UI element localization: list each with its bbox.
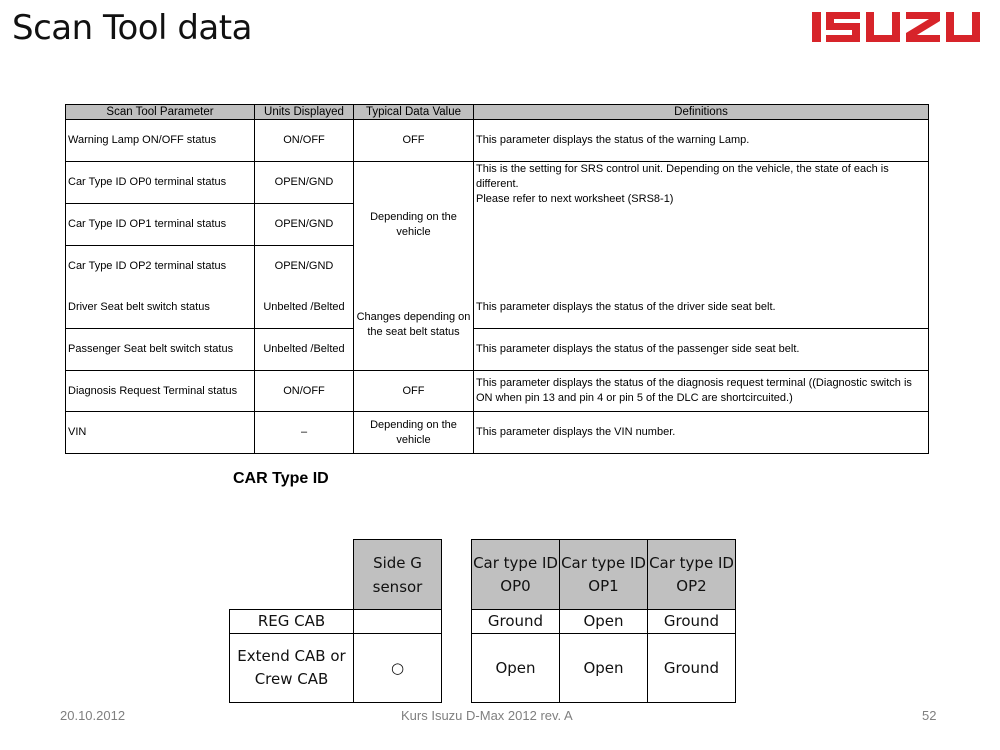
- typical-vin: Depending on the vehicle: [354, 412, 474, 454]
- side-g-sensor-header: Side G sensor: [354, 540, 442, 610]
- param-op0: Car Type ID OP0 terminal status: [66, 162, 255, 204]
- reg-cab-op2: Ground: [648, 610, 736, 634]
- definition-passenger-seat-belt: This parameter displays the status of the passenger side seat belt.: [474, 329, 929, 371]
- row-label-extend-crew-cab: Extend CAB or Crew CAB: [230, 634, 354, 703]
- param-diagnosis-request: Diagnosis Request Terminal status: [66, 371, 255, 412]
- g-sensor-extend-crew-cab: ○: [354, 634, 442, 703]
- definition-diagnosis-request: This parameter displays the status of the diagnosis request terminal ((Diagnostic switch is ON when pin 13 and pin 4 or pin 5 of the DLC are shortcircuited.): [474, 371, 929, 412]
- typical-warning-lamp: OFF: [354, 120, 474, 162]
- units-driver-seat-belt: Unbelted /Belted: [255, 288, 354, 329]
- footer-course: Kurs Isuzu D-Max 2012 rev. A: [401, 708, 573, 723]
- extend-cab-op1: Open: [560, 634, 648, 703]
- param-driver-seat-belt: Driver Seat belt switch status: [66, 288, 255, 329]
- param-vin: VIN: [66, 412, 255, 454]
- typical-diagnosis-request: OFF: [354, 371, 474, 412]
- units-op0: OPEN/GND: [255, 162, 354, 204]
- typical-car-type-id: Depending on the vehicle: [354, 162, 474, 288]
- definition-warning-lamp: This parameter displays the status of the warning Lamp.: [474, 120, 929, 162]
- g-sensor-reg-cab: [354, 610, 442, 634]
- extend-cab-op2: Ground: [648, 634, 736, 703]
- param-warning-lamp: Warning Lamp ON/OFF status: [66, 120, 255, 162]
- footer-date: 20.10.2012: [60, 708, 126, 723]
- scan-tool-parameter-table: [65, 104, 929, 454]
- units-passenger-seat-belt: Unbelted /Belted: [255, 329, 354, 371]
- header-op0: Car type ID OP0: [472, 540, 560, 610]
- header-units-displayed: Units Displayed: [255, 105, 354, 120]
- extend-cab-op0: Open: [472, 634, 560, 703]
- units-warning-lamp: ON/OFF: [255, 120, 354, 162]
- footer-page-number: 52: [922, 708, 937, 723]
- header-typical-data-value: Typical Data Value: [354, 105, 474, 120]
- header-definitions: Definitions: [474, 105, 929, 120]
- header-scan-tool-parameter: Scan Tool Parameter: [66, 105, 255, 120]
- empty-corner-cell: [230, 540, 354, 610]
- car-type-id-table: [471, 539, 736, 703]
- units-op1: OPEN/GND: [255, 204, 354, 246]
- units-diagnosis-request: ON/OFF: [255, 371, 354, 412]
- definition-vin: This parameter displays the VIN number.: [474, 412, 929, 454]
- row-label-reg-cab: REG CAB: [230, 610, 354, 634]
- typical-seat-belt: Changes depending on the seat belt status: [354, 288, 474, 371]
- reg-cab-op1: Open: [560, 610, 648, 634]
- param-op2: Car Type ID OP2 terminal status: [66, 246, 255, 288]
- param-passenger-seat-belt: Passenger Seat belt switch status: [66, 329, 255, 371]
- slide-title: Scan Tool data: [12, 8, 252, 48]
- param-op1: Car Type ID OP1 terminal status: [66, 204, 255, 246]
- units-op2: OPEN/GND: [255, 246, 354, 288]
- reg-cab-op0: Ground: [472, 610, 560, 634]
- car-type-id-title: CAR Type ID: [233, 470, 329, 487]
- definition-car-type-id: This is the setting for SRS control unit. Depending on the vehicle, the state of each is different. Please refer to next worksheet (SRS8-1): [474, 162, 929, 288]
- units-vin: –: [255, 412, 354, 454]
- isuzu-logo: [812, 12, 986, 42]
- header-op1: Car type ID OP1: [560, 540, 648, 610]
- definition-driver-seat-belt: This parameter displays the status of the driver side seat belt.: [474, 288, 929, 329]
- header-op2: Car type ID OP2: [648, 540, 736, 610]
- side-g-sensor-table: [229, 539, 442, 703]
